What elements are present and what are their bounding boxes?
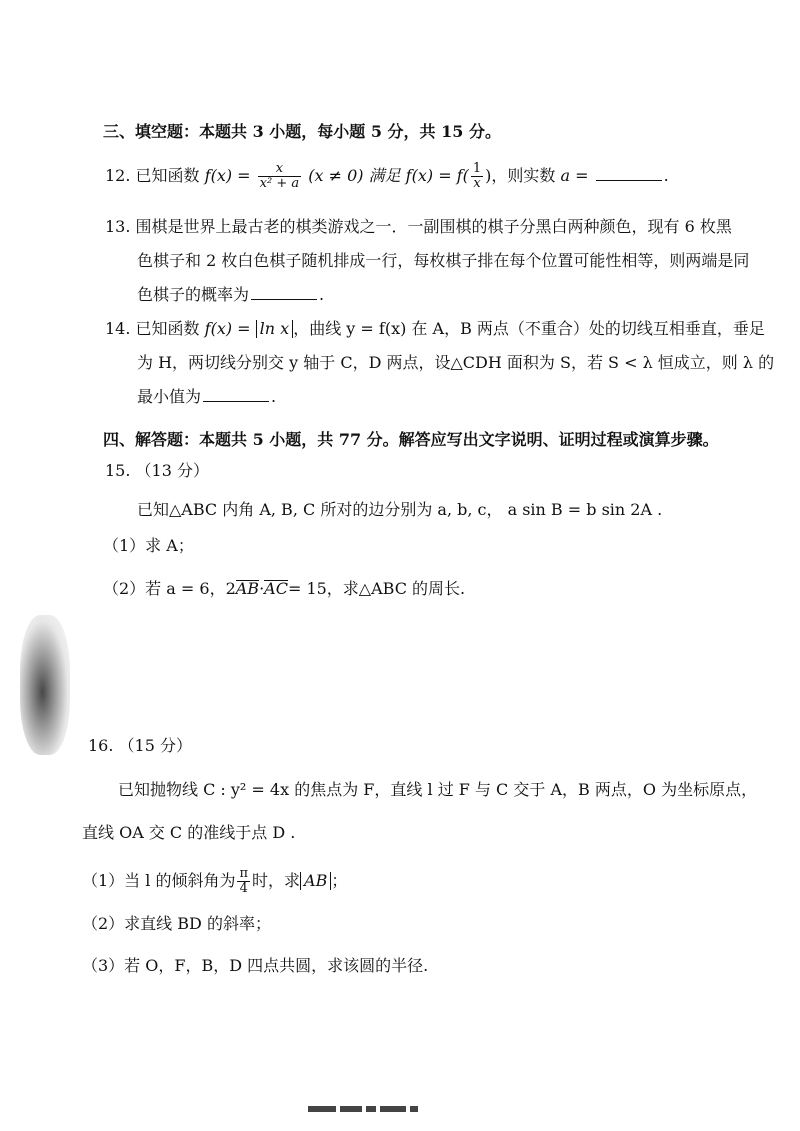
q13-text-3: 色棋子的概率为 bbox=[137, 285, 250, 304]
q15-part2-pre: （2）若 a = 6，2 bbox=[103, 579, 236, 598]
q16-part1 bbox=[82, 867, 347, 896]
footer-marks bbox=[308, 1098, 468, 1108]
q14-text-3: 最小值为 bbox=[137, 387, 202, 406]
q12-frac-numerator: x bbox=[275, 161, 284, 176]
q16-abs-ab: AB bbox=[300, 872, 331, 890]
q15-score: （13 分） bbox=[135, 461, 209, 480]
q13-text-2: 色棋子和 2 枚白色棋子随机排成一行，每枚棋子排在每个位置可能性相等，则两端是同 bbox=[137, 251, 750, 270]
q16-frac-denominator: 4 bbox=[237, 881, 250, 896]
q16-frac-numerator: π bbox=[239, 866, 249, 881]
q16-fraction bbox=[237, 867, 250, 896]
q15-part1: （1）求 A； bbox=[103, 536, 194, 555]
q16-part2: （2）求直线 BD 的斜率； bbox=[82, 914, 271, 933]
question-14-line3 bbox=[137, 386, 276, 408]
question-14-line1 bbox=[105, 318, 765, 340]
section3-heading: 三、填空题：本题共 3 小题，每小题 5 分，共 15 分。 bbox=[103, 122, 501, 141]
q12-condition: (x ≠ 0) 满足 bbox=[308, 166, 401, 185]
q13-text-1: 围棋是世界上最古老的棋类游戏之一．一副围棋的棋子分黑白两种颜色，现有 6 枚黑 bbox=[135, 217, 732, 236]
q16-part1-mid: 时，求 bbox=[252, 871, 301, 890]
q14-text: 已知函数 bbox=[135, 319, 200, 338]
q14-text-2: 为 H，两切线分别交 y 轴于 C，D 两点，设△CDH 面积为 S，若 S < λ 恒成立，则 λ 的 bbox=[137, 353, 775, 372]
q13-answer-blank[interactable] bbox=[251, 285, 317, 300]
q12-fraction-2 bbox=[471, 162, 483, 191]
footer-mark bbox=[308, 1106, 336, 1112]
q12-number: 12. bbox=[105, 166, 131, 185]
q16-part1-post: ； bbox=[331, 871, 348, 890]
question-13-line1 bbox=[105, 216, 732, 238]
q16-part3: （3）若 O，F，B，D 四点共圆，求该圆的半径. bbox=[82, 956, 429, 975]
q15-part2-post: = 15，求△ABC 的周长. bbox=[287, 579, 466, 598]
q12-variable: a = bbox=[560, 166, 589, 185]
scan-smudge bbox=[20, 615, 70, 755]
footer-mark bbox=[340, 1106, 362, 1112]
q16-stem-1: 已知抛物线 C : y² = 4x 的焦点为 F，直线 l 过 F 与 C 交于 A，B 两点，O 为坐标原点， bbox=[118, 780, 758, 799]
q12-frac2-denominator: x bbox=[471, 176, 483, 191]
question-15-header bbox=[105, 460, 209, 482]
q14-number: 14. bbox=[105, 319, 131, 338]
q12-post: )，则实数 bbox=[485, 166, 556, 185]
q14-answer-blank[interactable] bbox=[203, 387, 269, 402]
q12-text: 已知函数 bbox=[135, 166, 200, 185]
q14-text-1: ，曲线 y = f(x) 在 A，B 两点（不重合）处的切线互相垂直，垂足 bbox=[293, 319, 765, 338]
q15-number: 15. bbox=[105, 461, 131, 480]
q15-vector-ac: AC bbox=[264, 579, 288, 598]
q12-function: f(x) = bbox=[204, 166, 251, 185]
footer-mark bbox=[366, 1106, 376, 1112]
q16-score: （15 分） bbox=[118, 736, 192, 755]
q14-function: f(x) = bbox=[204, 319, 251, 338]
q13-number: 13. bbox=[105, 217, 131, 236]
footer-mark bbox=[380, 1106, 406, 1112]
footer-mark bbox=[410, 1106, 418, 1112]
q15-vector-ab: AB bbox=[235, 579, 260, 598]
q14-end: . bbox=[271, 387, 277, 406]
q12-end: . bbox=[663, 166, 669, 185]
question-13-line3 bbox=[137, 284, 324, 306]
q12-equation: f(x) = f( bbox=[405, 166, 469, 185]
q13-end: . bbox=[319, 285, 325, 304]
q16-stem-2: 直线 OA 交 C 的准线于点 D . bbox=[82, 823, 296, 842]
section4-heading: 四、解答题：本题共 5 小题，共 77 分。解答应写出文字说明、证明过程或演算步骤。 bbox=[103, 430, 719, 449]
q15-dot: · bbox=[259, 579, 265, 598]
q16-part1-pre: （1）当 l 的倾斜角为 bbox=[82, 871, 236, 890]
q15-stem: 已知△ABC 内角 A, B, C 所对的边分别为 a, b, c， a sin B = b sin 2A . bbox=[137, 500, 663, 519]
question-16-header bbox=[88, 735, 192, 757]
q12-answer-blank[interactable] bbox=[596, 166, 662, 181]
q12-frac-denominator: x² + a bbox=[259, 176, 300, 191]
q14-abs-ln: ln x bbox=[256, 320, 294, 338]
q16-number: 16. bbox=[88, 736, 114, 755]
question-12 bbox=[105, 162, 669, 191]
q12-fraction bbox=[258, 162, 301, 191]
q12-frac2-numerator: 1 bbox=[472, 161, 482, 176]
q15-part2 bbox=[103, 578, 465, 600]
